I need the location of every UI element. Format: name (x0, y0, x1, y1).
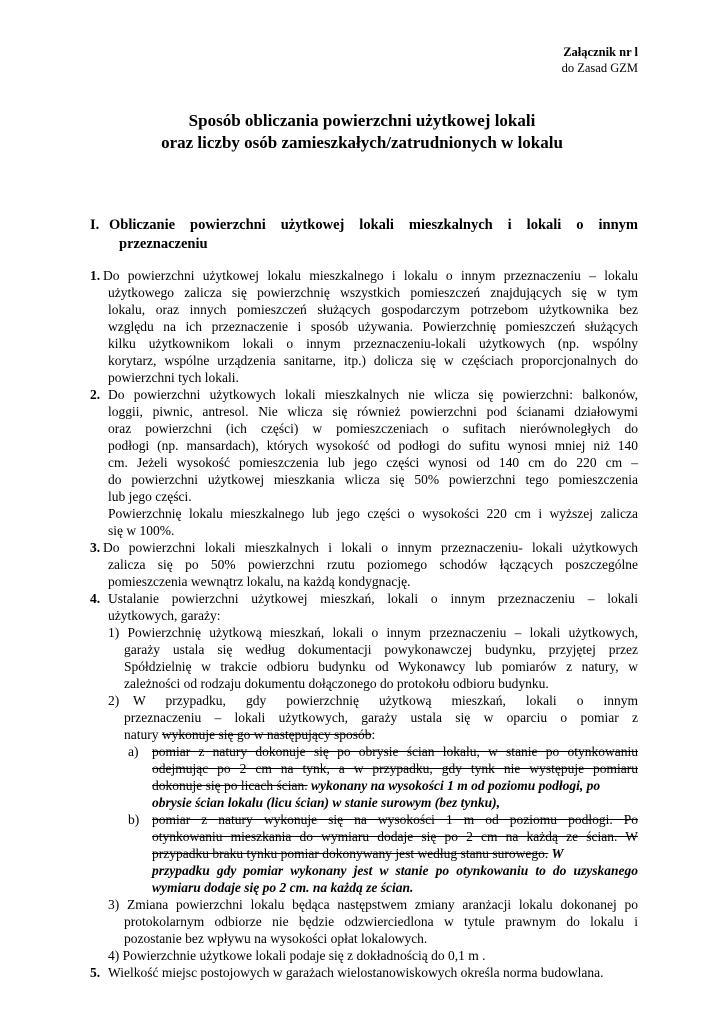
section-heading-line-1: Obliczanie powierzchni użytkowej lokali mieszkalnych i lokali o innym (109, 217, 638, 233)
attachment-label: Załącznik nr l (563, 45, 638, 59)
amendment-line: obrysie ścian lokalu (licu ścian) w stanie surowym (bez tynku), (152, 795, 501, 810)
attachment-reference: do Zasad GZM (561, 61, 638, 75)
subpoint-line: Spółdzielnię w trakcie odbioru budynku od Wykonawcy lub pomiarów z natury, w (124, 659, 638, 674)
struck-line: pomiar z natury wykonuje się na wysokości 1 m od poziomu podłogi. Po (152, 812, 638, 827)
struck-line: otynkowaniu mieszkania do wymiaru dodaje się po 2 cm na każdą ze ścian. W (152, 829, 638, 844)
paragraph-line: użytkowych, garaży: (108, 608, 221, 623)
subpoint-text: : (371, 727, 376, 742)
section-number: I. (90, 217, 100, 233)
paragraph-number: 5. (90, 965, 101, 980)
subpoint-line: garaży ustala się według dokumentacji powykonawczej budynku, przyjętej przez (124, 642, 638, 657)
paragraph-line: podłogi (np. mansardach), których wysokość od podłogi do sufitu wynosi mniej niż 140 (108, 438, 638, 453)
struck-text: przypadku braku tynku pomiar dokonywany jest według stanu surowego. (152, 846, 549, 861)
paragraph-line: użytkowego zalicza się powierzchnię wszystkich pomieszczeń znajdujących się w tym (108, 285, 638, 300)
subpoint-line: W przypadku, gdy powierzchnię użytkową mieszkań, lokali o innym (133, 693, 638, 708)
subpoint-text: natury (124, 727, 162, 742)
amended-line (152, 777, 600, 794)
paragraph-line: do powierzchni użytkowej mieszkania wlicza się 50% powierzchni tego pomieszczenia (108, 472, 638, 487)
paragraph-line: Wielkość miejsc postojowych w garażach wielostanowiskowych określa norma budowlana. (108, 965, 604, 980)
subpoint-line: pozostanie bez wpływu na wysokości opłat lokalowych. (124, 931, 428, 946)
paragraph-line: kilku użytkownikom lokali o innym przeznaczeniu-lokali użytkowych (np. wspólny (108, 336, 638, 351)
subpoint-line: zależności od rodzaju dokumentu dołączonego do protokołu odbioru budynku. (124, 676, 549, 691)
subpoint-line (124, 726, 375, 743)
subpoint-line: 4) Powierzchnie użytkowe lokali podaje się z dokładnością do 0,1 m . (108, 948, 486, 963)
paragraph-line: zalicza się po 50% powierzchni rzutu poziomego schodów łączących poszczególne (108, 557, 638, 572)
paragraph-line: Do powierzchni użytkowych lokali mieszkalnych nie wlicza się powierzchni: balkonów, (108, 387, 638, 402)
subpoint-line: protokolarnym odbiorze nie będzie odzwierciedlona w tytule prawnym do lokalu i (124, 914, 638, 929)
amended-line (152, 845, 563, 862)
paragraph-line: pomieszczenia wewnątrz lokalu, na każdą kondygnację. (108, 574, 411, 589)
subpoint-line: przeznaczeniu – lokali użytkowych, garaży ustala się w oparciu o pomiar z (124, 710, 638, 725)
struck-text: wykonuje się go w następujący sposób (161, 727, 372, 742)
paragraph-line: powierzchni tych lokali. (108, 370, 239, 385)
paragraph-line: się w 100%. (108, 523, 175, 538)
list-letter: b) (128, 812, 140, 827)
list-letter: a) (128, 744, 139, 759)
paragraph-line: Do powierzchni użytkowej lokalu mieszkalnego i lokalu o innym przeznaczeniu – lokalu (103, 268, 638, 283)
paragraph-line: cm. Jeżeli wysokość pomieszczenia lub jego części wynosi od 140 cm do 220 cm – (108, 455, 638, 470)
subpoint-line: 3) Zmiana powierzchni lokalu będąca następstwem zmiany aranżacji lokalu dokonanej po (108, 897, 638, 912)
amendment-text: W (548, 846, 564, 861)
amendment-line: wymiaru dodaje się po 2 cm. na każdą ze ścian. (152, 880, 414, 895)
struck-line: pomiar z natury dokonuje się po obrysie ścian lokalu, w stanie po otynkowaniu (152, 744, 638, 759)
paragraph-line: korytarz, wspólne urządzenia sanitarne, itp.) dolicza się w częściach proporcjonalnych do (108, 353, 638, 368)
document-title-line-2: oraz liczby osób zamieszkałych/zatrudnionych w lokalu (161, 133, 563, 152)
struck-text: dokonuje się po licach ścian. (152, 778, 308, 793)
amendment-line: przypadku gdy pomiar wykonany jest w stanie po otynkowaniu to do uzyskanego (152, 863, 638, 878)
paragraph-number: 3. (90, 540, 101, 555)
paragraph-line: Do powierzchni lokali mieszkalnych i lokali o innym przeznaczeniu- lokali użytkowych (103, 540, 638, 555)
paragraph-line: Ustalanie powierzchni użytkowej mieszkań, lokali o innym przeznaczeniu – lokali (108, 591, 638, 606)
paragraph-line: Powierzchnię lokalu mieszkalnego lub jego części o wysokości 220 cm i wyższej zalicza (108, 506, 638, 521)
paragraph-line: względu na ich przeznaczenie i sposób używania. Powierzchnię pomieszczeń służących (108, 319, 638, 334)
amendment-text: wykonany na wysokości 1 m od poziomu podłogi, po (307, 778, 601, 793)
paragraph-line: lub jego części. (108, 489, 192, 504)
paragraph-number: 4. (90, 591, 101, 606)
struck-line: odejmując po 2 cm na tynk, a w przypadku, gdy tynk nie występuje pomiaru (152, 761, 638, 776)
paragraph-number: 2. (90, 387, 101, 402)
paragraph-line: lokalu, oraz innych pomieszczeń służących gospodarczym potrzebom użytkownika bez (108, 302, 638, 317)
document-title-line-1: Sposób obliczania powierzchni użytkowej lokali (188, 111, 536, 130)
paragraph-line: oraz powierzchni (ich części) w pomieszczeniach o sufitach nierównoległych do (108, 421, 638, 436)
paragraph-number: 1. (90, 268, 101, 283)
section-heading-line-2: przeznaczeniu (119, 236, 208, 252)
subpoint-line: 1) Powierzchnię użytkową mieszkań, lokali o innym przeznaczeniu – lokali użytkowych, (108, 625, 638, 640)
paragraph-line: loggii, piwnic, antresol. Nie wlicza się również powierzchni pod ścianami działowymi (108, 404, 638, 419)
subpoint-number: 2) (108, 693, 120, 708)
